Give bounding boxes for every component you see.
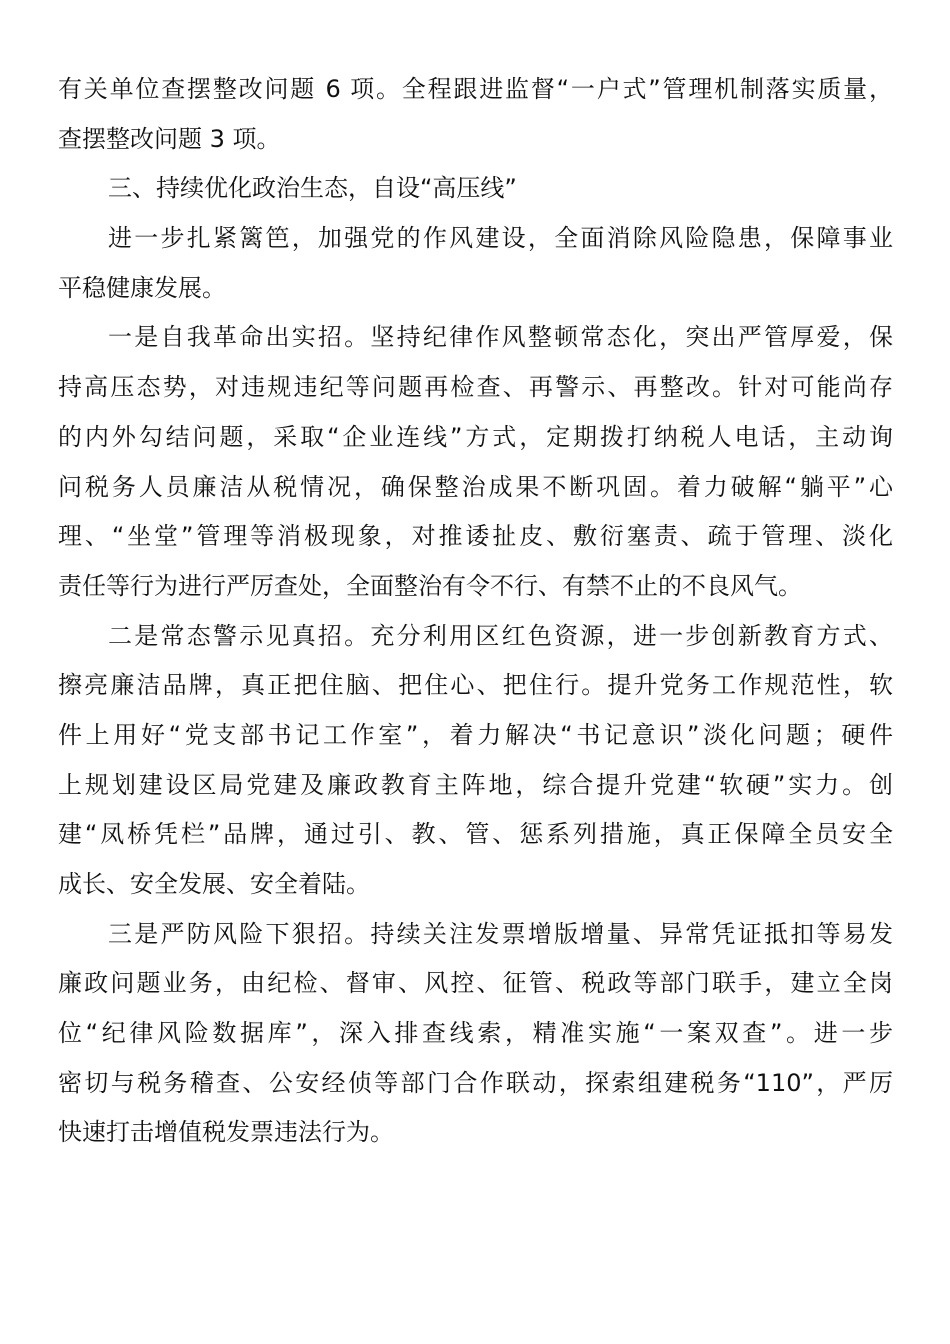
text-line: 建“凤桥凭栏”品牌，通过引、教、管、惩系列措施，真正保障全员安全 [58, 820, 893, 849]
text-line: 廉政问题业务，由纪检、督审、风控、征管、税政等部门联手，建立全岗 [58, 969, 893, 998]
text-line: 件上用好“党支部书记工作室”，着力解决“书记意识”淡化问题；硬件 [58, 720, 893, 749]
text-line: 进一步扎紧篱笆，加强党的作风建设，全面消除风险隐患，保障事业 [108, 224, 893, 253]
text-line: 成长、安全发展、安全着陆。 [58, 870, 370, 898]
paragraph [58, 910, 893, 1158]
paragraph [58, 164, 893, 214]
paragraph [58, 313, 893, 611]
text-line: 二是常态警示见真招。充分利用区红色资源，进一步创新教育方式、 [108, 621, 893, 650]
text-line: 的内外勾结问题，采取“企业连线”方式，定期拨打纳税人电话，主动询 [58, 422, 893, 451]
text-line: 问税务人员廉洁从税情况，确保整治成果不断巩固。着力破解“躺平”心 [58, 472, 893, 501]
text-line: 平稳健康发展。 [58, 273, 226, 302]
text-line: 持高压态势，对违规违纪等问题再检查、再警示、再整改。针对可能尚存 [58, 373, 893, 402]
text-line: 三是严防风险下狠招。持续关注发票增版增量、异常凭证抵扣等易发 [108, 919, 893, 948]
text-line: 有关单位查摆整改问题 6 项。全程跟进监督“一户式”管理机制落实质量， [58, 75, 893, 103]
text-line: 上规划建设区局党建及廉政教育主阵地，综合提升党建“软硬”实力。创 [58, 770, 893, 799]
text-line: 一是自我革命出实招。坚持纪律作风整顿常态化，突出严管厚爱，保 [108, 323, 893, 352]
paragraph [58, 65, 893, 164]
document-body [58, 65, 893, 1158]
paragraph [58, 612, 893, 910]
text-line: 密切与税务稽查、公安经侦等部门合作联动，探索组建税务“110”，严厉 [58, 1068, 893, 1097]
text-line: 位“纪律风险数据库”，深入排查线索，精准实施“一案双查”。进一步 [58, 1019, 893, 1048]
text-line: 责任等行为进行严厉查处，全面整治有令不行、有禁不止的不良风气。 [58, 571, 802, 600]
text-line: 快速打击增值税发票违法行为。 [58, 1118, 394, 1147]
text-line: 理、“坐堂”管理等消极现象，对推诿扯皮、敷衍塞责、疏于管理、淡化 [58, 522, 893, 551]
text-line: 擦亮廉洁品牌，真正把住脑、把住心、把住行。提升党务工作规范性，软 [58, 671, 893, 700]
text-line: 查摆整改问题 3 项。 [58, 124, 281, 153]
paragraph [58, 214, 893, 313]
text-line: 三、持续优化政治生态，自设“高压线” [108, 174, 517, 203]
